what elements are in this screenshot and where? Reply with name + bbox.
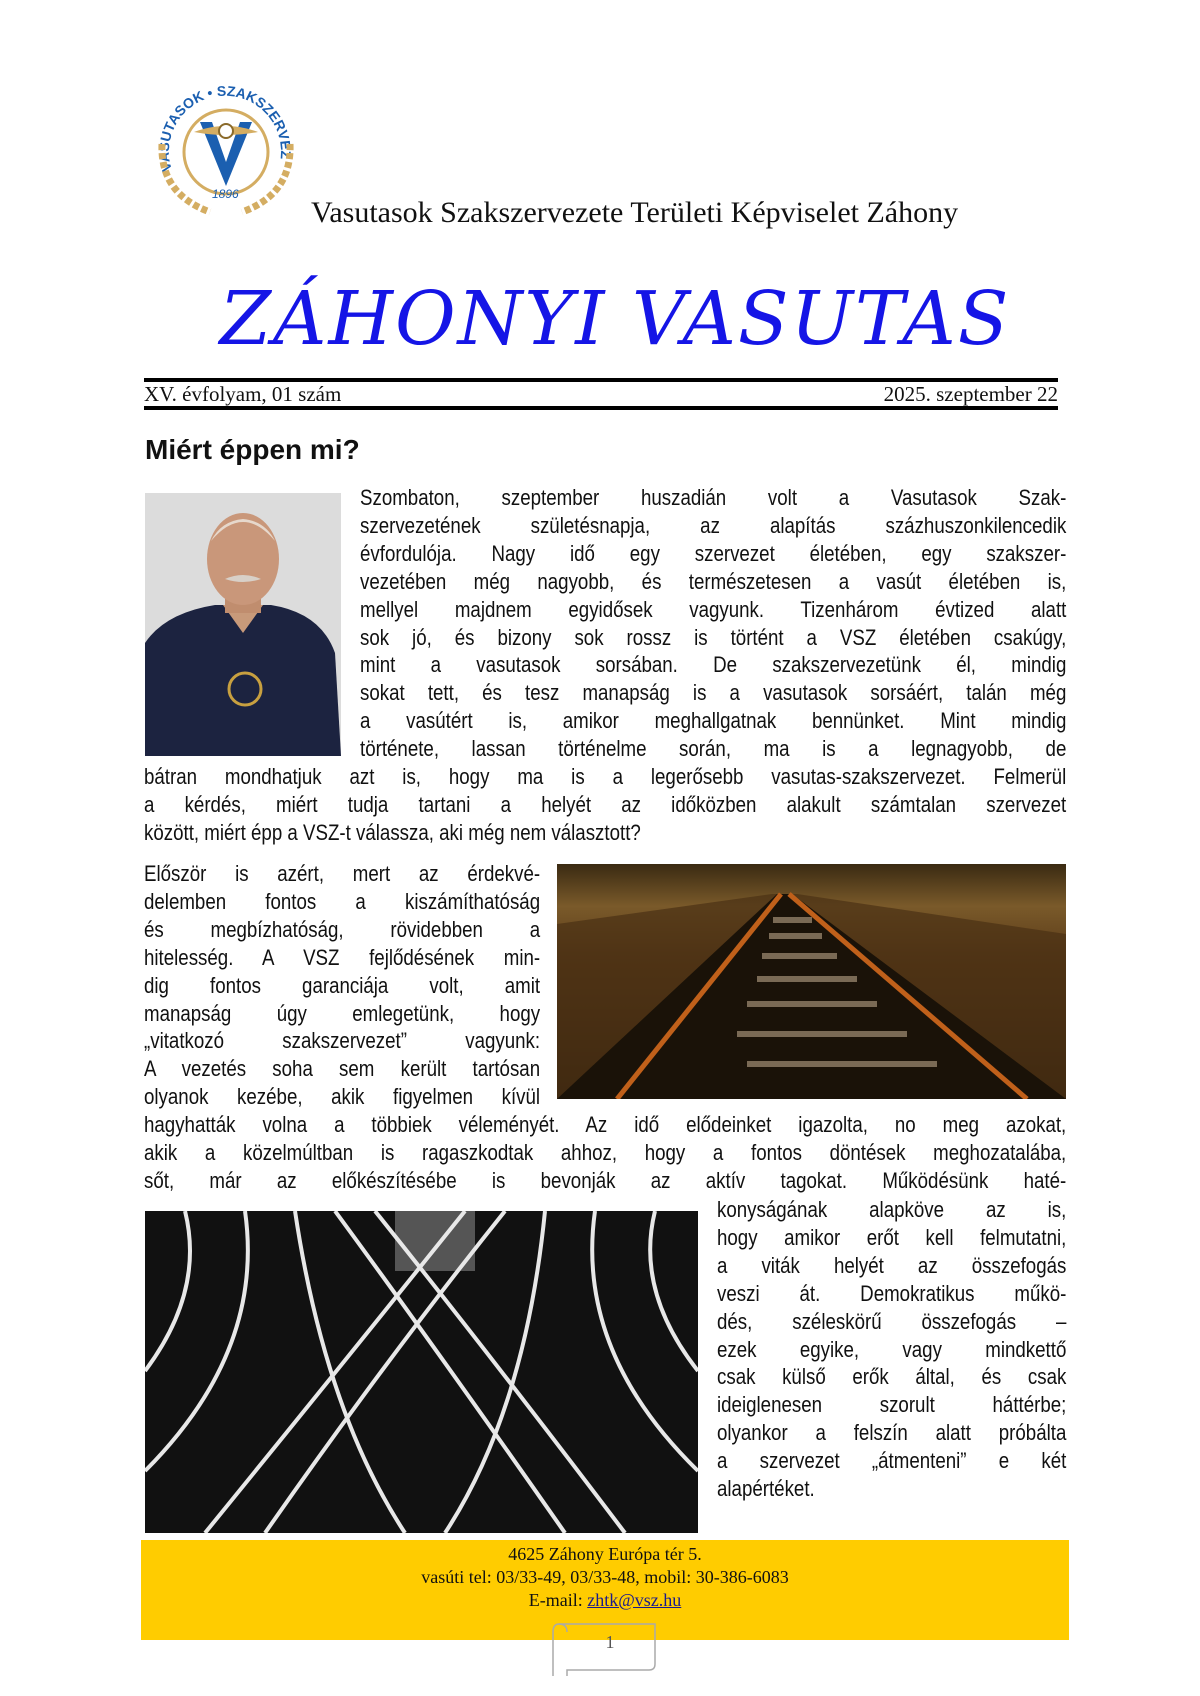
text-line: olyankor a felszín alatt próbálta xyxy=(717,1420,1067,1446)
footer-phone: vasúti tel: 03/33-49, 03/33-48, mobil: 30-386-6083 xyxy=(421,1567,789,1587)
text-line: mint a vasutasok sorsában. De szakszervezetünk él, mindig xyxy=(360,652,1067,678)
text-line: szervezetének születésnapja, az alapítás százhuszonkilencedik xyxy=(360,512,1067,538)
text-line: ideiglenesen szorult háttérbe; xyxy=(717,1392,1067,1418)
newsletter-title: ZÁHONYI VASUTAS xyxy=(219,276,1011,362)
page-number-scroll xyxy=(551,1618,661,1676)
railway-sunset-photo xyxy=(557,864,1066,1099)
text-line: dés, széleskörű összefogás – xyxy=(717,1308,1067,1334)
text-line: sőt, már az előkészítésébe is bevonják az aktív tagokat. Működésünk haté- xyxy=(144,1167,1067,1193)
text-line: a vasútért is, amikor meghallgatnak bennünket. Mint mindig xyxy=(360,708,1067,734)
issue-number: XV. évfolyam, 01 szám xyxy=(144,382,342,406)
portrait-photo xyxy=(145,493,341,756)
text-line: mellyel majdnem egyidősek vagyunk. Tizenhárom évtized alatt xyxy=(360,596,1067,622)
page-number: 1 xyxy=(605,1632,615,1652)
text-line: története, lassan történelme során, ma is a legnagyobb, de xyxy=(360,736,1067,762)
text-line: konyságának alapköve az is, xyxy=(717,1197,1067,1222)
text-line: alapértéket. xyxy=(717,1476,815,1502)
text-line: csak külső erők által, és csak xyxy=(717,1364,1067,1390)
text-line: ezek egyike, vagy mindkettő xyxy=(717,1336,1067,1362)
text-line: között, miért épp a VSZ-t válassza, aki még nem választott? xyxy=(144,819,641,845)
email-link[interactable]: zhtk@vsz.hu xyxy=(587,1590,682,1610)
footer-email-line: E-mail: zhtk@vsz.hu xyxy=(528,1590,682,1610)
text-line: sokat tett, és tesz manapság is a vasutasok sorsáért, talán még xyxy=(360,680,1067,706)
text-line: hogy amikor erőt kell felmutatni, xyxy=(717,1224,1067,1250)
text-line: és megbízhatóság, rövidebben a xyxy=(144,916,541,942)
text-line: hitelesség. A VSZ fejlődésének min- xyxy=(144,944,541,970)
text-line: dig fontos garanciája volt, amit xyxy=(144,972,541,998)
text-line: a kérdés, miért tudja tartani a helyét az időközben alakult számtalan szervezet xyxy=(144,791,1067,817)
text-line: olyanok kezébe, akik figyelmen kívül xyxy=(144,1084,541,1110)
text-line: bátran mondhatjuk azt is, hogy ma is a legerősebb vasutas-szakszervezet. Felmerül xyxy=(144,764,1067,789)
text-line: veszi át. Demokratikus műkö- xyxy=(717,1280,1067,1306)
organization-name: Vasutasok Szakszervezete Területi Képviselet Záhony xyxy=(311,196,959,229)
text-line: manapság úgy emlegetünk, hogy xyxy=(144,1000,541,1026)
text-line: Először is azért, mert az érdekvé- xyxy=(144,861,541,886)
union-logo xyxy=(150,74,300,222)
logo-year: 1896 xyxy=(212,187,239,201)
text-line: hagyhatták volna a többiek véleményét. Az idő elődeinket igazolta, no meg azokat, xyxy=(144,1112,1067,1137)
text-line: vezetében még nagyobb, és természetesen a vasút életében is, xyxy=(360,568,1067,594)
issue-date: 2025. szeptember 22 xyxy=(883,382,1058,406)
text-line: a szervezet „átmenteni” e két xyxy=(717,1448,1067,1474)
text-line: Szombaton, szeptember huszadián volt a Vasutasok Szak- xyxy=(360,485,1067,510)
text-line: delemben fontos a kiszámíthatóság xyxy=(144,888,541,914)
paragraph-2-full xyxy=(144,1111,1066,1195)
text-line: a viták helyét az összefogás xyxy=(717,1252,1067,1278)
footer-address: 4625 Záhony Európa tér 5. xyxy=(508,1544,702,1564)
text-line: évfordulója. Nagy idő egy szervezet életében, egy szakszer- xyxy=(360,540,1067,566)
text-line: A vezetés soha sem került tartósan xyxy=(144,1056,541,1082)
crossing-tracks-photo xyxy=(145,1211,698,1533)
text-line: akik a közelmúltban is ragaszkodtak ahhoz, hogy a fontos döntések meghozatalába, xyxy=(144,1139,1067,1165)
paragraph-3-wrapped xyxy=(717,1196,1066,1503)
logo-ring-text: VASUTASOK • SZAKSZERVEZ xyxy=(155,82,295,174)
paragraph-1-wrapped xyxy=(360,484,1066,763)
paragraph-2-wrapped xyxy=(144,860,540,1111)
article-heading: Miért éppen mi? xyxy=(145,434,360,465)
divider-bottom xyxy=(144,406,1058,410)
paragraph-1-full xyxy=(144,763,1066,847)
text-line: „vitatkozó szakszervezet” vagyunk: xyxy=(144,1028,541,1054)
text-line: sok jó, és bizony sok rossz is történt a VSZ életében csakúgy, xyxy=(360,624,1067,650)
